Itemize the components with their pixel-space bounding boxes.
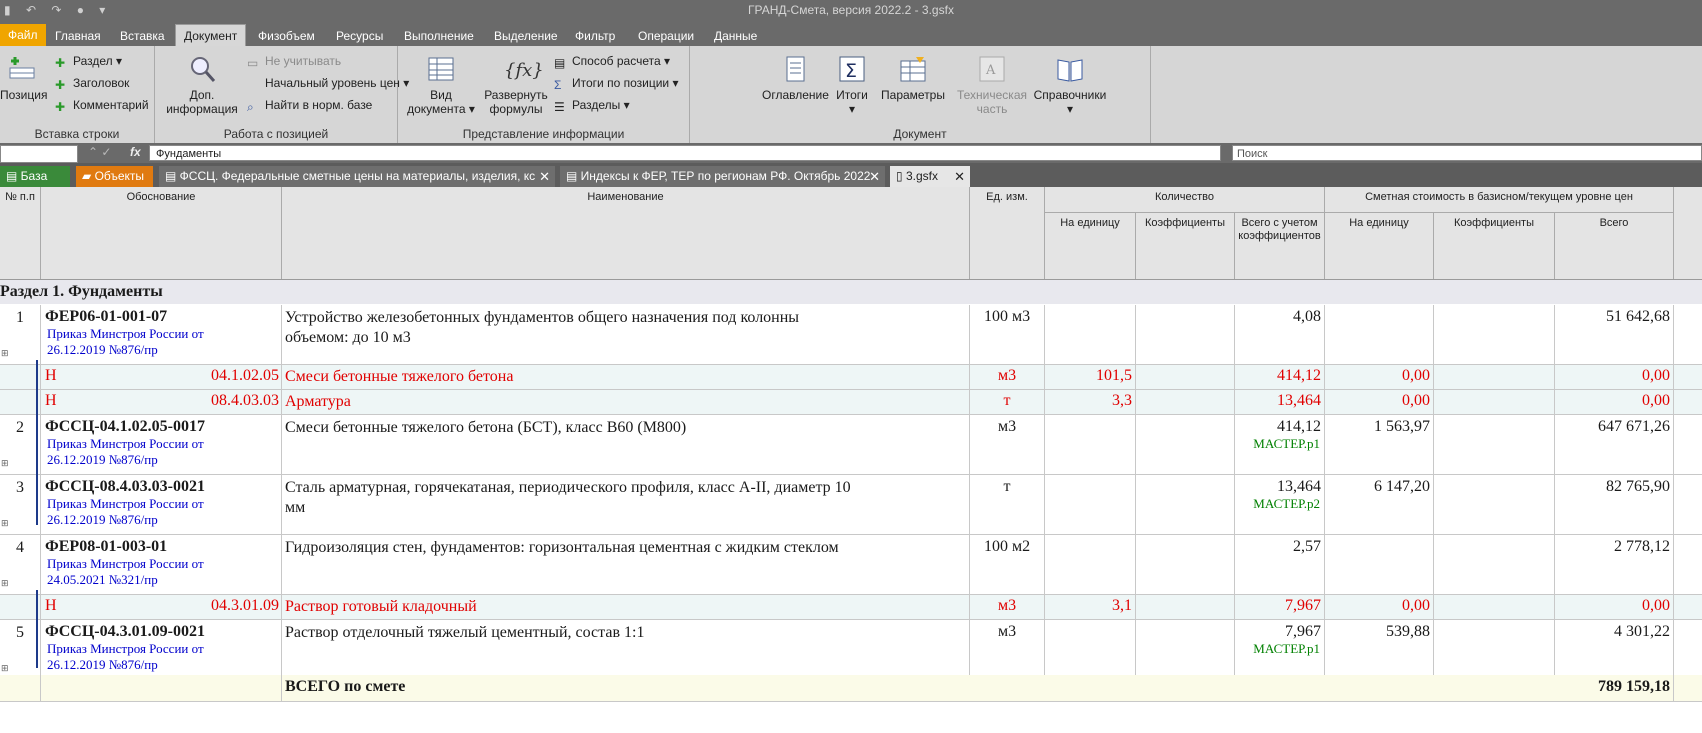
tree-connector	[36, 360, 38, 525]
book-tab-icon: ▤	[566, 169, 581, 183]
tab-3-gsfx[interactable]: ▯ 3.gsfx ✕	[890, 166, 970, 187]
cell-cost-unit[interactable]	[1325, 595, 1434, 619]
qty-unit: 101,5	[1096, 367, 1132, 384]
section-header[interactable]: Раздел 1. Фундаменты	[0, 280, 1702, 304]
qty-total: 7,967	[1285, 597, 1321, 614]
folder-icon: ▰	[82, 169, 95, 183]
cell-num[interactable]	[0, 475, 41, 534]
cell-qty-total[interactable]	[1235, 415, 1325, 474]
resource-row[interactable]	[0, 595, 1702, 620]
ribbon-tabs	[0, 22, 1702, 46]
cell-cost-total[interactable]	[1555, 390, 1674, 414]
unit: м3	[997, 597, 1017, 614]
unit: м3	[997, 418, 1017, 435]
find-icon: ⌕	[247, 99, 254, 114]
close-icon[interactable]: ✕	[539, 169, 550, 184]
cell-qty-coef[interactable]	[1136, 620, 1235, 679]
basis-line: 26.12.2019 №876/пр	[47, 512, 158, 527]
cell-qty-coef[interactable]	[1136, 475, 1235, 534]
resource-flag: Н	[45, 597, 57, 614]
cell-qty-unit[interactable]	[1045, 390, 1136, 414]
close-icon[interactable]: ✕	[954, 169, 965, 184]
tab-physvolume[interactable]: Физобъем	[258, 29, 315, 43]
cell-basis[interactable]	[41, 415, 282, 474]
quick-access-toolbar[interactable]: ▮ ↶ ↷ ● ▾	[4, 3, 112, 17]
cost-unit: 0,00	[1402, 597, 1430, 614]
cell-basis[interactable]	[41, 390, 282, 414]
cell-basis[interactable]	[41, 595, 282, 619]
tab-file[interactable]: Файл	[0, 24, 46, 46]
price-level-icon	[247, 78, 261, 90]
calc-icon: ▤	[554, 55, 566, 70]
cell-cost-total[interactable]	[1555, 365, 1674, 389]
basis-line: Приказ Минстроя России от	[47, 326, 204, 341]
cell-unit[interactable]	[970, 415, 1045, 474]
cell-address-field[interactable]	[0, 145, 78, 163]
position-code: ФЕР08-01-003-01	[45, 538, 168, 555]
cell-unit[interactable]	[970, 475, 1045, 534]
expand-formulas-button[interactable]: {fx} Развернуть формулы	[482, 54, 550, 116]
grand-total-row[interactable]	[0, 675, 1702, 702]
qty-total: 2,57	[1293, 538, 1321, 555]
cost-total: 647 671,26	[1598, 418, 1670, 435]
master-ref: МАСТЕР.p1	[1253, 436, 1320, 451]
cell-qty-unit[interactable]	[1045, 535, 1136, 594]
formula-actions-icon[interactable]: ⌃ ✓	[88, 145, 112, 159]
cell-name[interactable]	[282, 535, 970, 594]
magnifier-icon	[187, 54, 217, 84]
position-name: Гидроизоляция стен, фундаментов: горизонтальная цементная с жидким стеклом	[285, 539, 839, 556]
tab-execution[interactable]: Выполнение	[404, 29, 474, 43]
col-num[interactable]: № п.п	[0, 187, 41, 279]
unit: м3	[997, 623, 1017, 640]
resource-flag: Н	[45, 392, 57, 409]
cell-qty-total[interactable]	[1235, 535, 1325, 594]
cell-qty-total[interactable]	[1235, 620, 1325, 679]
group-label: Работа с позицией	[223, 127, 329, 141]
resource-row[interactable]	[0, 365, 1702, 390]
row-number: 2	[16, 419, 24, 436]
basis-line: 24.05.2021 №321/пр	[47, 572, 158, 587]
cell-qty-total[interactable]	[1235, 595, 1325, 619]
formula-input[interactable]: Фундаменты	[149, 145, 1221, 161]
position-row[interactable]	[0, 620, 1702, 680]
row-number: 5	[16, 624, 24, 641]
position-code: ФССЦ-04.1.02.05-0017	[45, 418, 205, 435]
cell-qty-total[interactable]	[1235, 365, 1325, 389]
tab-indexes[interactable]: ▤ Индексы к ФЕР, ТЕР по регионам РФ. Октябрь 2022 ✕	[560, 166, 885, 187]
cell-num[interactable]	[0, 415, 41, 474]
book-tab-icon: ▤	[165, 169, 180, 183]
cell-name[interactable]	[282, 305, 970, 364]
cell-basis[interactable]	[41, 365, 282, 389]
ribbon	[0, 46, 1702, 144]
document-view-button[interactable]: Вид документа ▾	[406, 54, 476, 116]
cell-num[interactable]	[0, 390, 41, 414]
qty-unit: 3,1	[1112, 597, 1132, 614]
group-view	[398, 46, 690, 143]
cell-cost-coef[interactable]	[1434, 595, 1555, 619]
totals-button[interactable]: Σ Итоги ▾	[830, 54, 874, 116]
comment-button[interactable]: ✚ Комментарий	[55, 98, 149, 114]
col-cost-coef[interactable]: Коэффициенты	[1434, 213, 1555, 279]
row-number: 3	[16, 479, 24, 496]
cell-name[interactable]	[282, 365, 970, 389]
position-name: Смеси бетонные тяжелого бетона (БСТ), класс В60 (М800)	[285, 419, 687, 436]
cell-cost-unit[interactable]	[1325, 535, 1434, 594]
total-label: ВСЕГО по смете	[285, 678, 406, 695]
basis-line: 26.12.2019 №876/пр	[47, 657, 158, 672]
tree-connector	[36, 590, 38, 668]
cell-unit[interactable]	[970, 620, 1045, 679]
cell-qty-unit[interactable]	[1045, 475, 1136, 534]
cell-qty-coef[interactable]	[1136, 535, 1235, 594]
position-row[interactable]	[0, 415, 1702, 475]
svg-text:{fx}: {fx}	[504, 60, 544, 81]
col-cost-group: Сметная стоимость в базисном/текущем уровне цен	[1325, 187, 1674, 213]
cell-unit[interactable]	[970, 365, 1045, 389]
fx-icon: fx	[130, 145, 141, 159]
cell-cost-unit[interactable]	[1325, 620, 1434, 679]
cell-name[interactable]	[282, 390, 970, 414]
cost-unit: 6 147,20	[1374, 478, 1430, 495]
resource-code: 08.4.03.03	[211, 392, 279, 409]
close-icon[interactable]: ✕	[869, 169, 880, 184]
resource-name: Раствор готовый кладочный	[285, 598, 477, 615]
cell-unit[interactable]	[970, 535, 1045, 594]
col-qty-total[interactable]: Всего с учетом коэффициентов	[1235, 213, 1325, 279]
sections-dropdown[interactable]: ☰ Разделы ▾	[554, 98, 630, 114]
cell-cost-coef[interactable]	[1434, 365, 1555, 389]
position-name-cont: объемом: до 10 м3	[285, 329, 411, 346]
cost-total: 0,00	[1642, 367, 1670, 384]
cell-cost-coef[interactable]	[1434, 305, 1555, 364]
cost-unit: 539,88	[1386, 623, 1430, 640]
expand-icon[interactable]: ⊞	[1, 664, 9, 674]
col-cost-total[interactable]: Всего	[1555, 213, 1674, 279]
cell-qty-total[interactable]	[1235, 475, 1325, 534]
cell-cost-unit[interactable]	[1325, 415, 1434, 474]
total-value: 789 159,18	[1598, 678, 1670, 695]
cell-cost-total[interactable]	[1555, 595, 1674, 619]
position-row[interactable]	[0, 305, 1702, 365]
tab-filter[interactable]: Фильтр	[575, 29, 616, 43]
header-button[interactable]: ✚ Заголовок	[55, 76, 130, 92]
cell-cost-coef[interactable]	[1434, 390, 1555, 414]
unit: т	[1003, 478, 1011, 495]
tab-document[interactable]: Документ	[175, 24, 246, 47]
cell-unit[interactable]	[970, 305, 1045, 364]
expand-icon[interactable]: ⊞	[1, 579, 9, 589]
window-title: ГРАНД-Смета, версия 2022.2 - 3.gsfx	[748, 3, 954, 17]
cell-cost-coef[interactable]	[1434, 535, 1555, 594]
group-work-position	[155, 46, 410, 143]
resource-code: 04.3.01.09	[211, 597, 279, 614]
cell-qty-unit[interactable]	[1045, 305, 1136, 364]
cell-cost-total[interactable]	[1555, 475, 1674, 534]
contents-icon	[780, 54, 810, 84]
tab-data[interactable]: Данные	[714, 29, 758, 43]
cell-qty-coef[interactable]	[1136, 415, 1235, 474]
cell-qty-coef[interactable]	[1136, 365, 1235, 389]
unit: 100 м2	[983, 538, 1031, 555]
references-button[interactable]: Справочники ▾	[1033, 54, 1107, 116]
cell-qty-unit[interactable]	[1045, 595, 1136, 619]
resource-code: 04.1.02.05	[211, 367, 279, 384]
cell-cost-unit[interactable]	[1325, 365, 1434, 389]
tab-objects[interactable]: ▰ Объекты	[76, 166, 153, 187]
contents-button[interactable]: Оглавление	[762, 54, 828, 102]
basis-line: 26.12.2019 №876/пр	[47, 452, 158, 467]
cost-unit: 0,00	[1402, 392, 1430, 409]
table-view-icon	[426, 54, 456, 84]
basis-line: Приказ Минстроя России от	[47, 436, 204, 451]
cell-num[interactable]	[0, 620, 41, 679]
position-icon	[7, 54, 37, 84]
ignore-icon: ▭	[247, 55, 259, 70]
resource-row[interactable]	[0, 390, 1702, 415]
resource-flag: Н	[45, 367, 57, 384]
col-qty-coef[interactable]: Коэффициенты	[1136, 213, 1235, 279]
sections-icon: ☰	[554, 99, 565, 114]
cell-cost-total[interactable]	[1555, 305, 1674, 364]
cell-name[interactable]	[282, 620, 970, 679]
unit: т	[1003, 392, 1011, 409]
resource-name: Арматура	[285, 393, 351, 410]
cost-total: 0,00	[1642, 392, 1670, 409]
cost-unit: 1 563,97	[1374, 418, 1430, 435]
extra-info-button[interactable]: Доп. информация	[165, 54, 239, 116]
cost-total: 4 301,22	[1614, 623, 1670, 640]
position-name: Сталь арматурная, горячекатаная, периодического профиля, класс А-II, диаметр 10	[285, 479, 851, 496]
cell-num[interactable]	[0, 535, 41, 594]
position-row[interactable]	[0, 535, 1702, 595]
cell-cost-total[interactable]	[1555, 535, 1674, 594]
position-name: Устройство железобетонных фундаментов общего назначения под колонны	[285, 309, 800, 326]
tech-part-button[interactable]: A Техническая часть	[954, 54, 1030, 116]
position-name-cont: мм	[285, 499, 306, 516]
search-input[interactable]: Поиск	[1232, 145, 1702, 161]
formula-icon	[501, 54, 544, 84]
cell-num[interactable]	[0, 365, 41, 389]
base-icon: ▤	[6, 169, 21, 183]
tab-selection[interactable]: Выделение	[494, 29, 558, 43]
cell-cost-total[interactable]	[1555, 620, 1674, 679]
cell-qty-unit[interactable]	[1045, 365, 1136, 389]
tab-insert[interactable]: Вставка	[120, 29, 165, 43]
col-basis[interactable]: Обоснование	[41, 187, 282, 279]
svg-text:Σ: Σ	[845, 60, 858, 82]
row-number: 1	[16, 309, 24, 326]
position-code: ФССЦ-04.3.01.09-0021	[45, 623, 205, 640]
qty-unit: 3,3	[1112, 392, 1132, 409]
cell-num[interactable]	[0, 595, 41, 619]
price-level-dropdown[interactable]: Начальный уровень цен ▾	[247, 76, 409, 90]
cell-cost-total[interactable]	[1555, 415, 1674, 474]
cell-cost-unit[interactable]	[1325, 475, 1434, 534]
sigma-icon	[837, 54, 867, 84]
cell-basis[interactable]	[41, 305, 282, 364]
cell-name[interactable]	[282, 475, 970, 534]
basis-line: Приказ Минстроя России от	[47, 641, 204, 656]
position-name: Раствор отделочный тяжелый цементный, состав 1:1	[285, 624, 645, 641]
cell-cost-coef[interactable]	[1434, 475, 1555, 534]
svg-text:A: A	[986, 63, 996, 78]
qty-total: 4,08	[1293, 308, 1321, 325]
tab-base[interactable]: ▤ База	[0, 166, 70, 187]
cost-unit: 0,00	[1402, 367, 1430, 384]
cost-total: 0,00	[1642, 597, 1670, 614]
document-icon: ▯	[896, 169, 906, 183]
col-qty-unit[interactable]: На единицу	[1045, 213, 1136, 279]
calc-method-dropdown[interactable]: ▤ Способ расчета ▾	[554, 54, 670, 70]
cell-name[interactable]	[282, 595, 970, 619]
document-tabs	[0, 163, 1702, 187]
cost-total: 82 765,90	[1606, 478, 1670, 495]
cell-cost-unit[interactable]	[1325, 305, 1434, 364]
tab-fssc[interactable]: ▤ ФССЦ. Федеральные сметные цены на материалы, изделия, кс ✕	[159, 166, 555, 187]
group-insert-row	[0, 46, 155, 143]
tab-resources[interactable]: Ресурсы	[336, 29, 384, 43]
parameters-icon	[898, 54, 928, 84]
cell-basis[interactable]	[41, 535, 282, 594]
cell-basis[interactable]	[41, 620, 282, 679]
parameters-button[interactable]: Параметры	[878, 54, 948, 102]
cost-total: 51 642,68	[1606, 308, 1670, 325]
expand-icon[interactable]: ⊞	[1, 459, 9, 469]
cell-basis[interactable]	[41, 475, 282, 534]
master-ref: МАСТЕР.p1	[1253, 641, 1320, 656]
add-comment-icon: ✚	[55, 99, 66, 114]
qty-total: 13,464	[1277, 392, 1321, 409]
table-header	[0, 187, 1702, 280]
totals-icon: Σ	[554, 77, 562, 92]
group-document	[690, 46, 1151, 143]
cost-total: 2 778,12	[1614, 538, 1670, 555]
cell-qty-total[interactable]	[1235, 390, 1325, 414]
cell-qty-unit[interactable]	[1045, 415, 1136, 474]
cell-cost-coef[interactable]	[1434, 620, 1555, 679]
group-label: Документ	[893, 127, 947, 141]
qty-total: 414,12	[1277, 418, 1321, 435]
position-totals-dropdown[interactable]: Σ Итоги по позиции ▾	[554, 76, 679, 92]
basis-line: Приказ Минстроя России от	[47, 496, 204, 511]
col-unit[interactable]: Ед. изм.	[970, 187, 1045, 279]
position-code: ФЕР06-01-001-07	[45, 308, 168, 325]
unit: м3	[997, 367, 1017, 384]
cell-qty-coef[interactable]	[1136, 390, 1235, 414]
position-code: ФССЦ-08.4.03.03-0021	[45, 478, 205, 495]
resource-name: Смеси бетонные тяжелого бетона	[285, 368, 514, 385]
basis-line: Приказ Минстроя России от	[47, 556, 204, 571]
cell-cost-unit[interactable]	[1325, 390, 1434, 414]
row-number: 4	[16, 539, 24, 556]
find-in-base-button[interactable]: ⌕ Найти в норм. базе	[247, 98, 373, 114]
add-section-icon: ✚	[55, 55, 66, 70]
add-header-icon: ✚	[55, 77, 66, 92]
cell-qty-total[interactable]	[1235, 305, 1325, 364]
cell-qty-unit[interactable]	[1045, 620, 1136, 679]
tab-operations[interactable]: Операции	[638, 29, 695, 43]
book-icon	[1055, 54, 1085, 84]
formula-bar	[0, 143, 1702, 163]
qty-total: 13,464	[1277, 478, 1321, 495]
cell-unit[interactable]	[970, 390, 1045, 414]
group-label: Представление информации	[462, 127, 625, 141]
cell-qty-coef[interactable]	[1136, 595, 1235, 619]
expand-icon[interactable]: ⊞	[1, 349, 9, 359]
cell-unit[interactable]	[970, 595, 1045, 619]
cell-cost-coef[interactable]	[1434, 415, 1555, 474]
cell-num[interactable]	[0, 305, 41, 364]
col-cost-unit[interactable]: На единицу	[1325, 213, 1434, 279]
section-button[interactable]: ✚ Раздел ▾	[55, 54, 123, 70]
expand-icon[interactable]: ⊞	[1, 519, 9, 529]
tab-home[interactable]: Главная	[55, 29, 101, 43]
tech-part-icon	[977, 54, 1007, 84]
unit: 100 м3	[983, 308, 1031, 325]
master-ref: МАСТЕР.p2	[1253, 496, 1320, 511]
col-name[interactable]: Наименование	[282, 187, 970, 279]
group-label: Вставка строки	[34, 127, 120, 141]
col-qty-group: Количество	[1045, 187, 1325, 213]
position-row[interactable]	[0, 475, 1702, 535]
qty-total: 7,967	[1285, 623, 1321, 640]
cell-qty-coef[interactable]	[1136, 305, 1235, 364]
basis-line: 26.12.2019 №876/пр	[47, 342, 158, 357]
ignore-button[interactable]: ▭ Не учитывать	[247, 54, 342, 70]
cell-name[interactable]	[282, 415, 970, 474]
qty-total: 414,12	[1277, 367, 1321, 384]
position-button[interactable]: Позиция	[0, 54, 44, 102]
title-bar	[0, 0, 1702, 22]
